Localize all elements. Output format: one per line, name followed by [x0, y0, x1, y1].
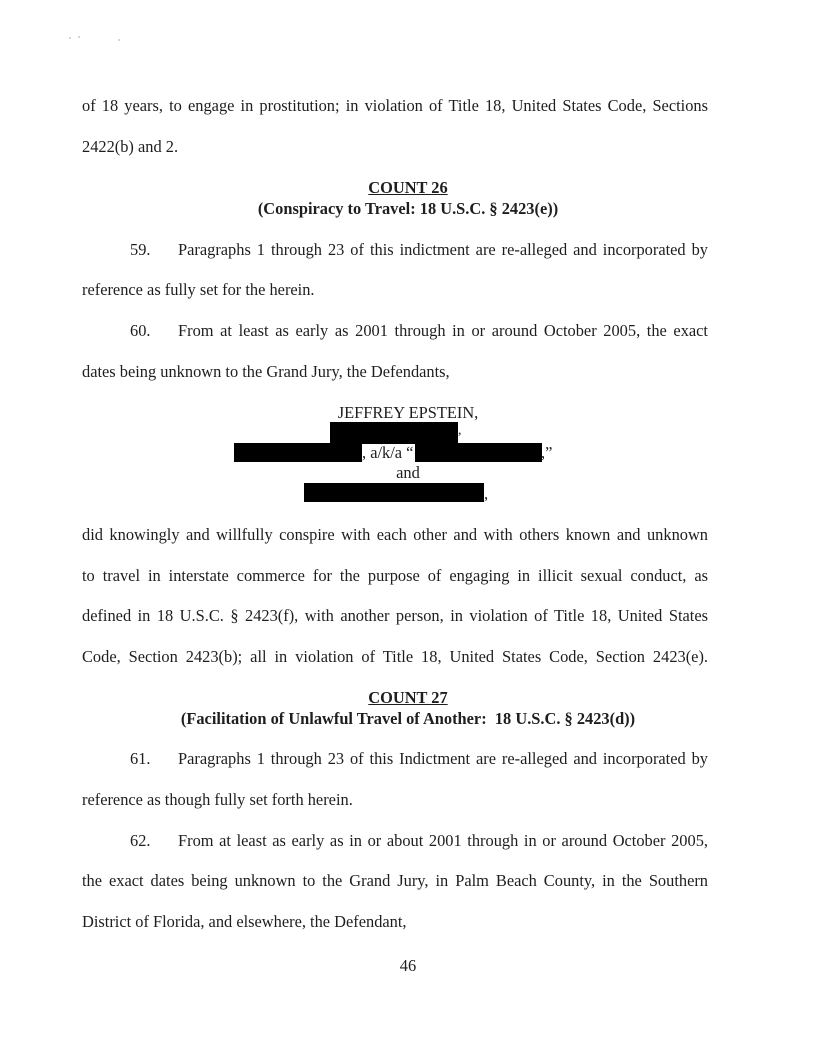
paragraph-text: From at least as early as 2001 through in or around October 2005, the exact: [178, 321, 708, 340]
scan-artifact: [69, 37, 71, 39]
paragraph-61-line: reference as though fully set forth herein.: [82, 790, 353, 809]
body-text-line: of 18 years, to engage in prostitution; in violation of Title 18, United States Code, Sections: [82, 96, 708, 115]
redaction-box: [415, 443, 542, 462]
paragraph-60-line: [130, 321, 708, 341]
defendant-name: JEFFREY EPSTEIN,: [337, 403, 479, 422]
count-26-title: COUNT 26: [368, 178, 448, 197]
paragraph-number: 60.: [130, 321, 151, 340]
paragraph-62-line: [130, 831, 708, 851]
body-text-line: to travel in interstate commerce for the purpose of engaging in illicit sexual conduct, as: [82, 566, 708, 585]
body-text-line: 2422(b) and 2.: [82, 137, 179, 156]
redaction-box: [330, 422, 458, 444]
body-text-line: did knowingly and willfully conspire with each other and with others known and unknown: [82, 525, 708, 544]
count-26-subtitle: (Conspiracy to Travel: 18 U.S.C. § 2423(e)): [257, 199, 559, 218]
paragraph-62-line: District of Florida, and elsewhere, the Defendant,: [82, 912, 407, 931]
aka-text: , a/k/a “: [362, 443, 414, 462]
paragraph-text: From at least as early as in or about 2001 through in or around October 2005,: [178, 831, 708, 850]
paragraph-number: 59.: [130, 240, 151, 259]
scan-artifact: [78, 36, 80, 38]
paragraph-62-line: the exact dates being unknown to the Grand Jury, in Palm Beach County, in the Southern: [82, 871, 708, 890]
scan-artifact: [118, 39, 120, 41]
paragraph-text: Paragraphs 1 through 23 of this Indictment are re-alleged and incorporated by: [178, 749, 708, 768]
paragraph-number: 61.: [130, 749, 151, 768]
and-text: and: [396, 463, 420, 482]
redaction-box: [234, 443, 362, 462]
page-number: 46: [399, 956, 417, 975]
redaction-comma: ,: [458, 423, 462, 438]
body-text-line: defined in 18 U.S.C. § 2423(f), with another person, in violation of Title 18, United States: [82, 606, 708, 625]
redaction-comma: ,: [484, 484, 489, 503]
paragraph-text: Paragraphs 1 through 23 of this indictment are re-alleged and incorporated by: [178, 240, 708, 259]
body-text-line: Code, Section 2423(b); all in violation of Title 18, United States Code, Section 2423(e).: [82, 647, 708, 666]
count-27-title: COUNT 27: [368, 688, 448, 707]
redaction-box: [304, 483, 484, 502]
close-quote: ,”: [541, 443, 553, 462]
paragraph-59-line: reference as fully set for the herein.: [82, 280, 315, 299]
paragraph-60-line: dates being unknown to the Grand Jury, the Defendants,: [82, 362, 450, 381]
count-27-subtitle: (Facilitation of Unlawful Travel of Another: 18 U.S.C. § 2423(d)): [180, 709, 636, 728]
paragraph-61-line: [130, 749, 708, 769]
paragraph-59-line: [130, 240, 708, 260]
paragraph-number: 62.: [130, 831, 151, 850]
